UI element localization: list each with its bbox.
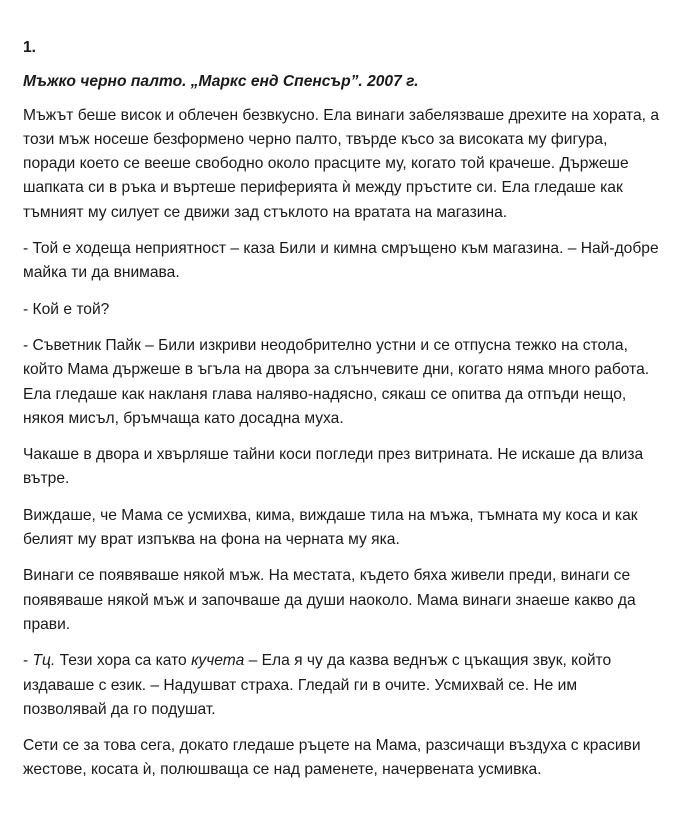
paragraph: - Кой е той?	[23, 300, 110, 318]
paragraph: Сети се за това сега, докато гледаше ръцете на Мама, разсичащи въздуха с красиви жестове, косата ѝ, полюшваща се над раменете, начервената усмивка.	[23, 737, 641, 779]
italic-text-run: Тц.	[32, 652, 56, 670]
chapter-number: 1.	[23, 39, 37, 56]
document-page	[23, 36, 663, 795]
paragraph: Мъжът беше висок и облечен безвкусно. Ела винаги забелязваше дрехите на хората, а този мъж носеше безформено черно палто, твърде късо за високата му фигура, поради което се вееше свободно около прасците му, когато той крачеше. Държеше шапката си в ръка и въртеше периферията ѝ между пръстите си. Ела гледаше как тъмният му силует се движи зад стъклото на вратата на магазина.	[23, 106, 659, 221]
paragraph: - Съветник Пайк – Били изкриви неодобрително устни и се отпусна тежко на стола, който Мама държеше в ъгъла на двора за слънчевите дни, когато няма много работа. Ела гледаше как накланя глава наляво-надясно, сякаш се опитва да отпъди нещо, някоя мисъл, бръмчаща като досадна муха.	[23, 336, 650, 427]
text-run: Тези хора са като	[55, 652, 192, 670]
paragraph-with-italics	[23, 649, 663, 722]
italic-text-run: кучета	[191, 652, 245, 670]
chapter-subtitle: Мъжко черно палто. „Маркс енд Спенсър”. 2007 г.	[23, 73, 419, 91]
paragraph: Виждаше, че Мама се усмихва, кима, виждаше тила на мъжа, тъмната му коса и как белият му врат изпъква на фона на черната му яка.	[23, 506, 638, 549]
paragraph: Винаги се появяваше някой мъж. На местата, където бяха живели преди, винаги се появяваше някой мъж и започваше да души наоколо. Мама винаги знаеше какво да прави.	[23, 567, 636, 633]
paragraph: Чакаше в двора и хвърляше тайни коси погледи през витрината. Не искаше да влиза вътре.	[23, 446, 644, 488]
paragraph: - Той е ходеща неприятност – каза Били и кимна смръщено към магазина. – Най-добре майка ти да внимава.	[23, 240, 659, 282]
text-run: -	[23, 652, 33, 670]
text-run: – Ела я чу да казва веднъж с цъкащия звук, който издаваше с език. – Надушват страха. Гледай ги в очите. Усмихвай се. Не им позволявай да го подушат.	[23, 652, 612, 718]
